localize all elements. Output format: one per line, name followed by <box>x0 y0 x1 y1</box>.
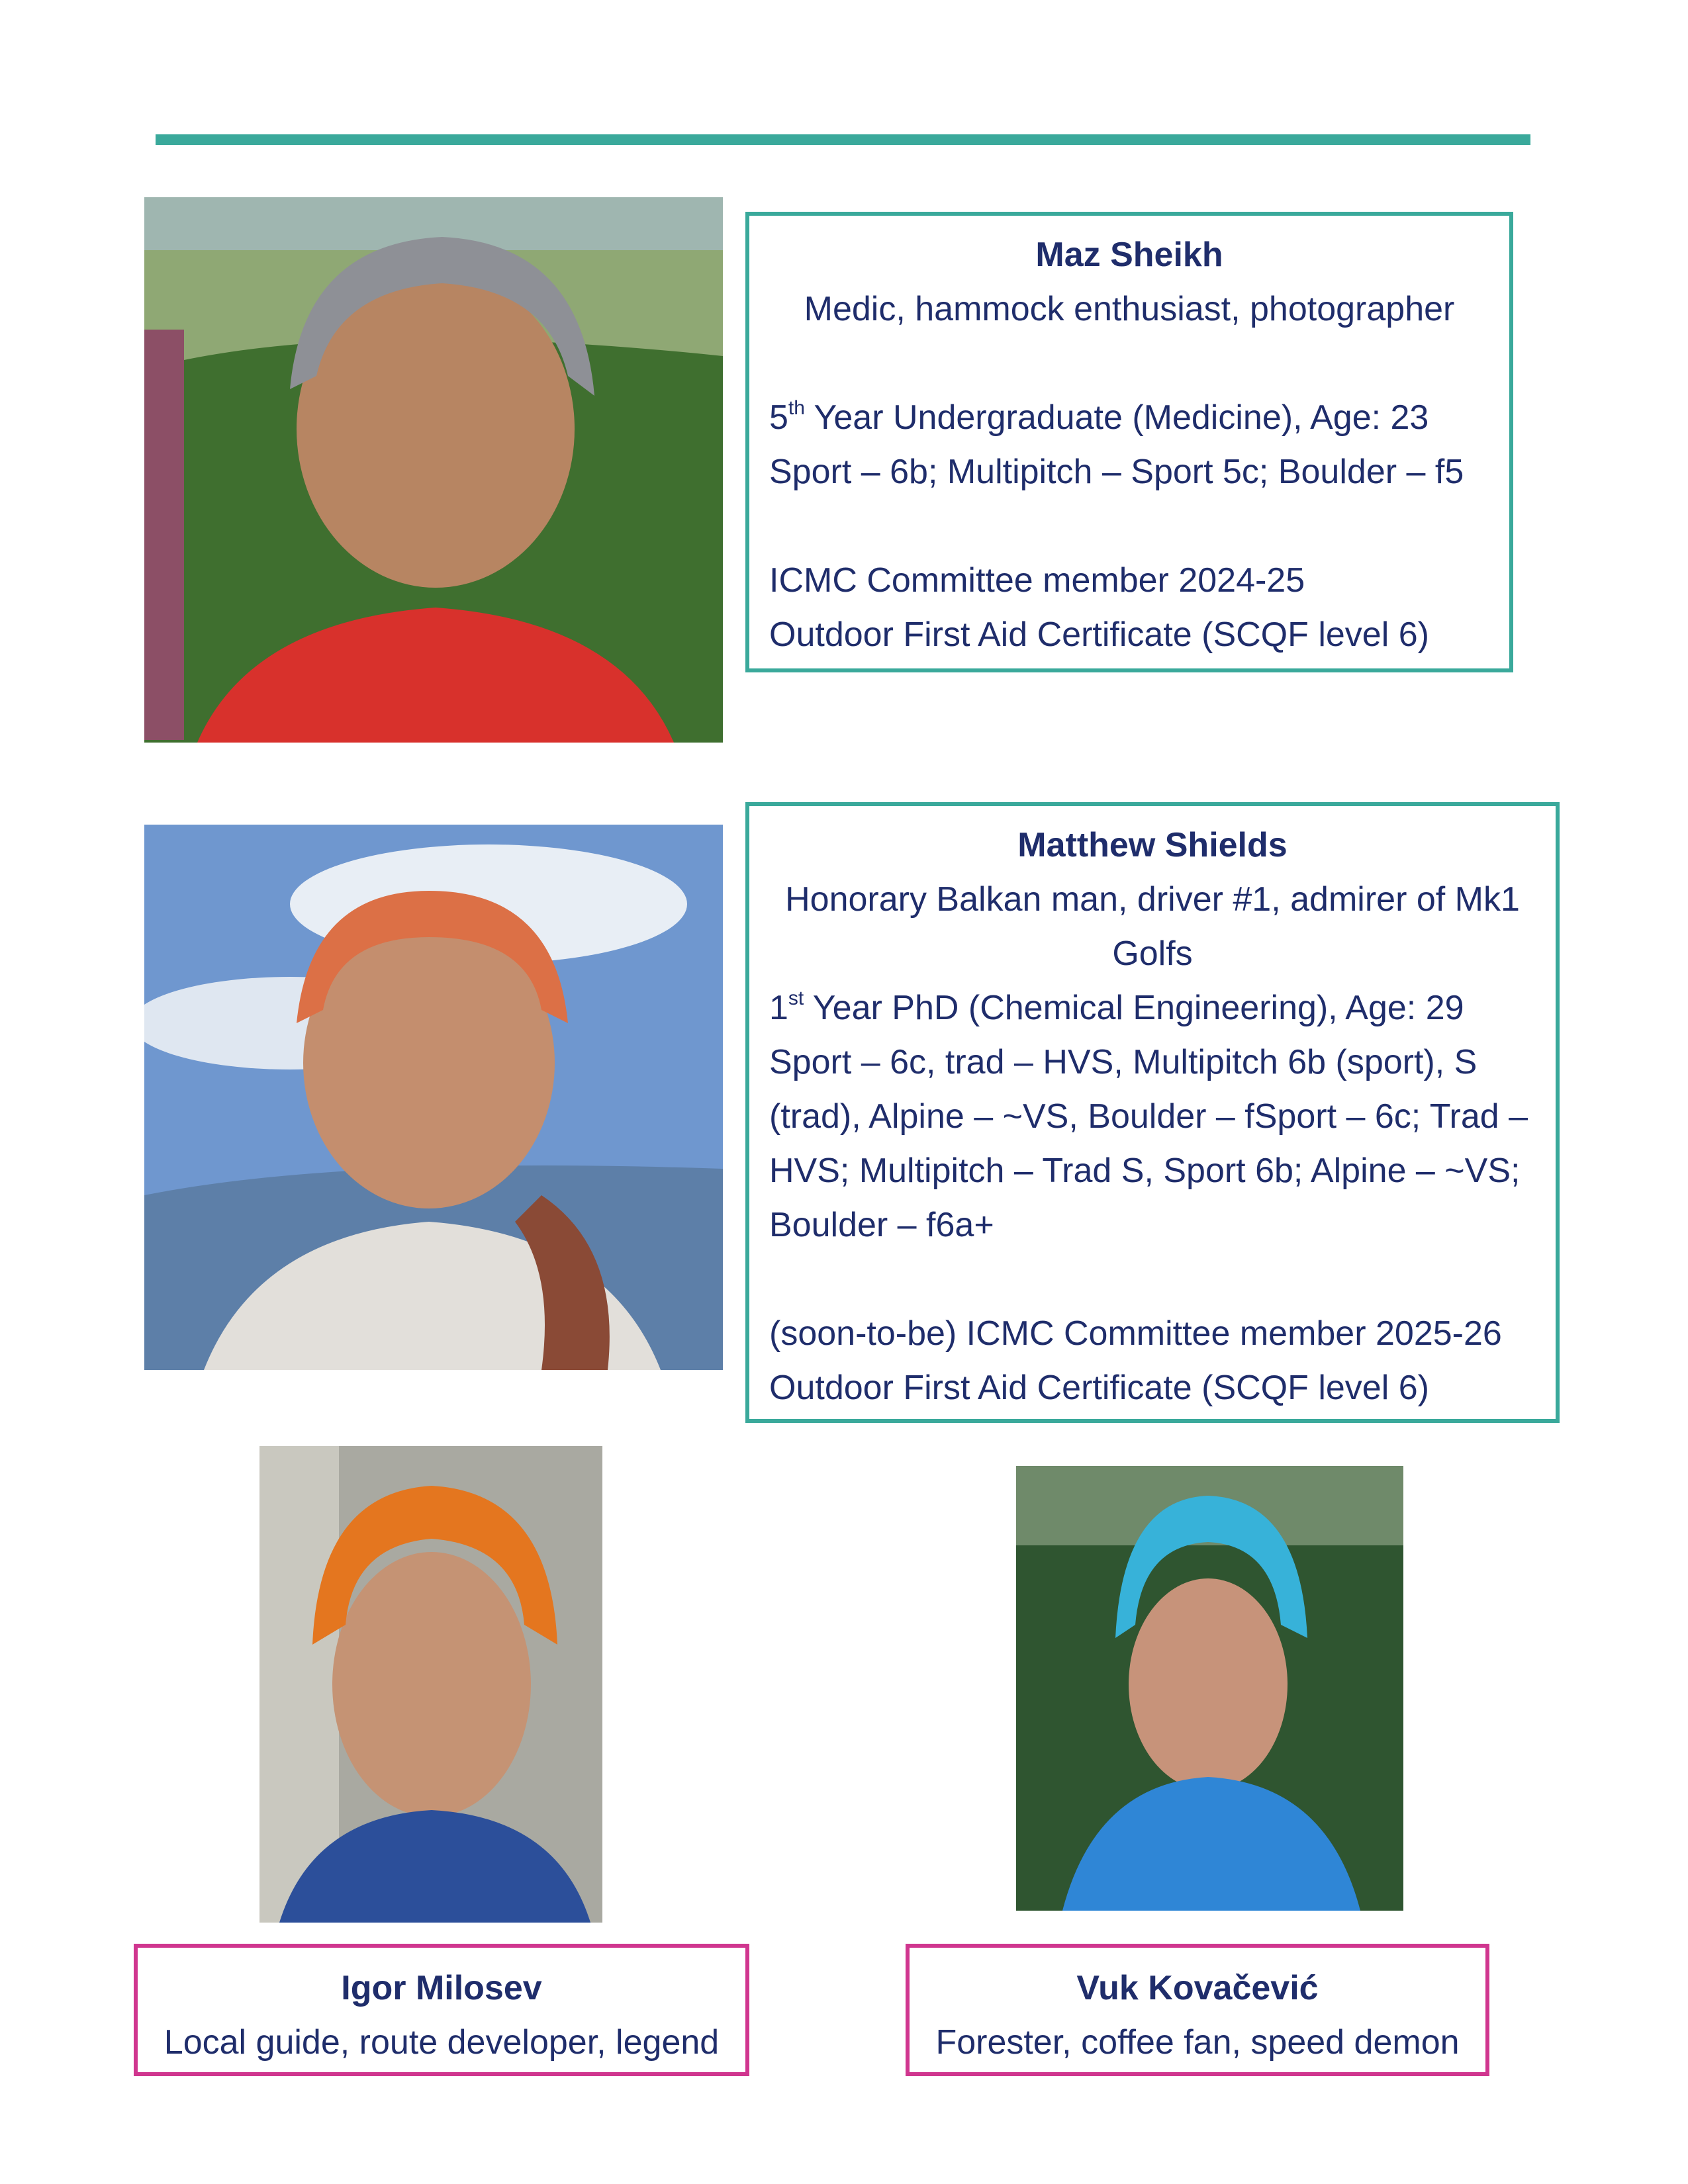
matthew-grades: Sport – 6c, trad – HVS, Multipitch 6b (sport), S (trad), Alpine – ~VS, Boulder – fSport – 6c; Trad – HVS; Multipitch – Trad S, Sport 6b; Alpine – ~VS; Boulder – f6a+ <box>769 1043 1528 1244</box>
maz-grades: Sport – 6b; Multipitch – Sport 5c; Boulder – f5 <box>769 453 1464 491</box>
matthew-name: Matthew Shields <box>1017 826 1288 864</box>
maz-first-aid: Outdoor First Aid Certificate (SCQF level 6) <box>769 615 1429 654</box>
igor-tagline: Local guide, route developer, legend <box>164 2023 720 2062</box>
maz-photo <box>144 197 723 743</box>
maz-year: 5th Year Undergraduate (Medicine), Age: 23 <box>769 397 1429 437</box>
igor-photo <box>259 1446 602 1923</box>
matthew-year: 1st Year PhD (Chemical Engineering), Age: 29 <box>769 987 1464 1027</box>
igor-name: Igor Milosev <box>341 1969 542 2007</box>
matthew-first-aid: Outdoor First Aid Certificate (SCQF level 6) <box>769 1369 1429 1407</box>
header-rule <box>156 134 1530 145</box>
matthew-info-card <box>745 802 1560 1423</box>
vuk-tagline: Forester, coffee fan, speed demon <box>935 2023 1460 2062</box>
maz-tagline: Medic, hammock enthusiast, photographer <box>804 290 1455 328</box>
igor-info-card <box>134 1944 749 2076</box>
matthew-committee: (soon-to-be) ICMC Committee member 2025-26 <box>769 1314 1502 1353</box>
maz-info-card <box>745 212 1513 672</box>
matthew-tagline: Honorary Balkan man, driver #1, admirer of Mk1 Golfs <box>785 880 1520 973</box>
vuk-info-card <box>906 1944 1489 2076</box>
vuk-photo <box>1016 1466 1403 1911</box>
maz-committee: ICMC Committee member 2024-25 <box>769 561 1305 600</box>
matthew-photo <box>144 825 723 1370</box>
vuk-name: Vuk Kovačević <box>1076 1969 1319 2007</box>
maz-name: Maz Sheikh <box>1035 236 1223 274</box>
